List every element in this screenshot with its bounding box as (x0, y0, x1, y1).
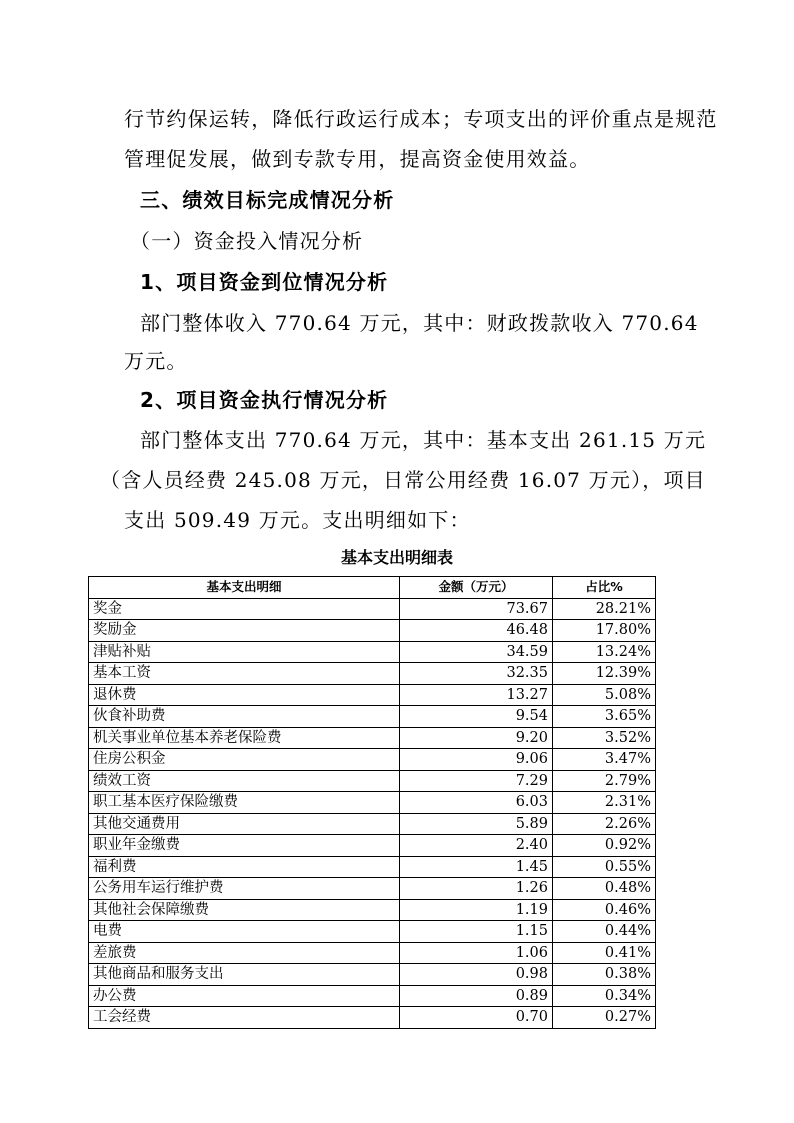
cell-amount: 9.06 (400, 749, 553, 771)
cell-percent: 3.65% (553, 706, 656, 728)
cell-amount: 1.15 (400, 921, 553, 943)
expense-table (88, 576, 656, 1029)
table-caption: 基本支出明细表 (340, 548, 453, 567)
cell-percent: 5.08% (553, 684, 656, 706)
paragraph-line: 部门整体收入 770.64 万元，其中：财政拨款收入 770.64 (140, 311, 699, 335)
cell-amount: 0.98 (400, 964, 553, 986)
cell-item: 其他交通费用 (89, 813, 400, 835)
cell-percent: 0.48% (553, 878, 656, 900)
cell-item: 其他社会保障缴费 (89, 899, 400, 921)
table-row (89, 964, 656, 986)
cell-amount: 5.89 (400, 813, 553, 835)
table-row (89, 706, 656, 728)
cell-item: 公务用车运行维护费 (89, 878, 400, 900)
subsection-heading: （一）资金投入情况分析 (130, 229, 364, 253)
cell-item: 基本工资 (89, 663, 400, 685)
header-item: 基本支出明细 (89, 577, 400, 599)
cell-percent: 12.39% (553, 663, 656, 685)
table-row (89, 835, 656, 857)
cell-amount: 6.03 (400, 792, 553, 814)
cell-amount: 1.19 (400, 899, 553, 921)
table-row (89, 813, 656, 835)
cell-amount: 0.70 (400, 1007, 553, 1029)
table-row (89, 620, 656, 642)
cell-item: 津贴补贴 (89, 641, 400, 663)
cell-percent: 17.80% (553, 620, 656, 642)
item-heading-1: 1、项目资金到位情况分析 (140, 270, 389, 294)
cell-percent: 2.26% (553, 813, 656, 835)
cell-item: 住房公积金 (89, 749, 400, 771)
cell-percent: 28.21% (553, 598, 656, 620)
cell-amount: 1.45 (400, 856, 553, 878)
cell-percent: 2.79% (553, 770, 656, 792)
table-row (89, 899, 656, 921)
table-row (89, 856, 656, 878)
cell-amount: 46.48 (400, 620, 553, 642)
cell-item: 其他商品和服务支出 (89, 964, 400, 986)
paragraph-line: 万元。 (124, 349, 188, 373)
cell-item: 电费 (89, 921, 400, 943)
table-row (89, 770, 656, 792)
cell-item: 福利费 (89, 856, 400, 878)
cell-percent: 0.41% (553, 942, 656, 964)
cell-amount: 2.40 (400, 835, 553, 857)
cell-item: 奖励金 (89, 620, 400, 642)
cell-amount: 9.54 (400, 706, 553, 728)
cell-percent: 3.52% (553, 727, 656, 749)
paragraph-line: 部门整体支出 770.64 万元，其中：基本支出 261.15 万元 (140, 428, 707, 452)
table-row (89, 641, 656, 663)
cell-amount: 1.06 (400, 942, 553, 964)
cell-item: 差旅费 (89, 942, 400, 964)
cell-percent: 13.24% (553, 641, 656, 663)
cell-percent: 0.38% (553, 964, 656, 986)
table-row (89, 1007, 656, 1029)
cell-amount: 34.59 (400, 641, 553, 663)
cell-item: 工会经费 (89, 1007, 400, 1029)
cell-item: 机关事业单位基本养老保险费 (89, 727, 400, 749)
cell-item: 办公费 (89, 985, 400, 1007)
table-row (89, 792, 656, 814)
cell-percent: 0.92% (553, 835, 656, 857)
cell-percent: 3.47% (553, 749, 656, 771)
section-heading: 三、绩效目标完成情况分析 (140, 188, 395, 212)
cell-percent: 0.55% (553, 856, 656, 878)
paragraph-line: （含人员经费 245.08 万元，日常公用经费 16.07 万元），项目 (100, 468, 706, 492)
table-row (89, 878, 656, 900)
header-amount: 金额（万元） (400, 577, 553, 599)
header-percent: 占比% (553, 577, 656, 599)
paragraph-line: 支出 509.49 万元。支出明细如下： (124, 508, 471, 532)
cell-item: 伙食补助费 (89, 706, 400, 728)
cell-item: 退休费 (89, 684, 400, 706)
cell-amount: 9.20 (400, 727, 553, 749)
cell-amount: 13.27 (400, 684, 553, 706)
cell-percent: 2.31% (553, 792, 656, 814)
table-row (89, 727, 656, 749)
table-row (89, 749, 656, 771)
cell-percent: 0.46% (553, 899, 656, 921)
cell-amount: 7.29 (400, 770, 553, 792)
cell-percent: 0.27% (553, 1007, 656, 1029)
table-row (89, 942, 656, 964)
cell-item: 奖金 (89, 598, 400, 620)
cell-amount: 1.26 (400, 878, 553, 900)
cell-amount: 0.89 (400, 985, 553, 1007)
table-row (89, 598, 656, 620)
table-row (89, 663, 656, 685)
table-row (89, 684, 656, 706)
cell-item: 职工基本医疗保险缴费 (89, 792, 400, 814)
cell-item: 职业年金缴费 (89, 835, 400, 857)
table-row (89, 985, 656, 1007)
item-heading-2: 2、项目资金执行情况分析 (140, 388, 389, 412)
cell-percent: 0.34% (553, 985, 656, 1007)
paragraph-line: 管理促发展，做到专款专用，提高资金使用效益。 (124, 147, 591, 171)
cell-percent: 0.44% (553, 921, 656, 943)
cell-item: 绩效工资 (89, 770, 400, 792)
cell-amount: 73.67 (400, 598, 553, 620)
cell-amount: 32.35 (400, 663, 553, 685)
paragraph-line: 行节约保运转，降低行政运行成本；专项支出的评价重点是规范 (124, 107, 718, 131)
table-header-row (89, 577, 656, 599)
table-row (89, 921, 656, 943)
